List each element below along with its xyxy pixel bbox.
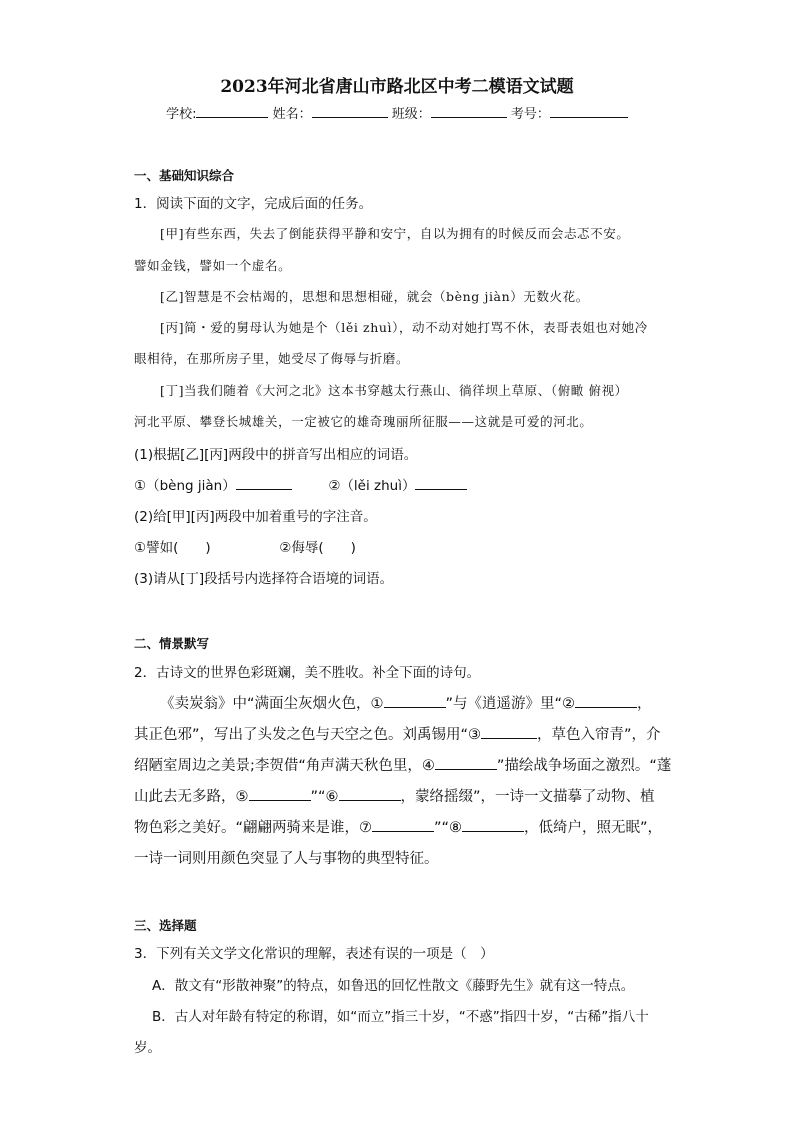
sub-question-1: (1)根据[乙][丙]两段中的拼音写出相应的词语。 — [134, 447, 418, 463]
passage-jia-line-1: [甲]有些东西，失去了倒能获得平静和安宁，自以为拥有的时候反而会忐忑不安。 — [160, 226, 630, 241]
poem-blank-1[interactable] — [384, 693, 446, 708]
answer-1a-label: ①（bèng jiàn） — [134, 478, 236, 494]
question-1-stem: 1．阅读下面的文字，完成后面的任务。 — [134, 196, 373, 212]
option-a[interactable]: A．散文有“形散神聚”的特点，如鲁迅的回忆性散文《藤野先生》就有这一特点。 — [152, 978, 635, 994]
poem-text-4c: ，蒙络摇缀”，一诗一文描摹了动物、植 — [400, 789, 655, 805]
poem-line-5 — [134, 816, 662, 837]
sub-question-1-answers — [134, 474, 467, 494]
sub-question-2-answers — [134, 536, 356, 556]
school-blank[interactable] — [196, 104, 268, 118]
poem-line-4 — [134, 785, 655, 806]
poem-text-4b: ”“⑥ — [310, 789, 339, 805]
poem-blank-8[interactable] — [462, 817, 524, 832]
poem-blank-6[interactable] — [339, 786, 401, 801]
exam-number-blank[interactable] — [550, 104, 628, 118]
answer-1b-label: ②（lěi zhuì） — [328, 478, 416, 494]
poem-text-1b: ”与《逍遥游》里“② — [445, 696, 576, 712]
poem-text-2b: ，草色入帘青”，介 — [537, 727, 661, 743]
name-blank[interactable] — [312, 104, 388, 118]
poem-blank-7[interactable] — [372, 817, 434, 832]
poem-text-3b: ”描绘战争场面之激烈。“蓬 — [496, 758, 672, 774]
passage-ding-line-1: [丁]当我们随着《大河之北》这本书穿越太行燕山、徜徉坝上草原、（俯瞰 俯视） — [160, 383, 628, 398]
answer-1a-blank[interactable] — [236, 475, 292, 490]
section-heading-3: 三、选择题 — [134, 918, 197, 933]
poem-text-1c: ， — [637, 696, 652, 712]
page-title: 2023年河北省唐山市路北区中考二模语文试题 — [220, 77, 574, 97]
passage-bing-line-1: [丙]简・爱的舅母认为她是个（lěi zhuì），动不动对她打骂不休，表哥表姐也对她冷 — [160, 320, 648, 335]
poem-blank-2[interactable] — [575, 693, 637, 708]
question-2-stem: 2．古诗文的世界色彩斑斓，美不胜收。补全下面的诗句。 — [134, 665, 481, 681]
passage-bing-line-2: 眼相待，在那所房子里，她受尽了侮辱与折磨。 — [134, 351, 410, 366]
poem-text-5a: 物色彩之美好。“翩翩两骑来是谁，⑦ — [134, 820, 373, 836]
sub-question-3: (3)请从[丁]段括号内选择符合语境的词语。 — [134, 571, 394, 587]
poem-text-4a: 山此去无多路，⑤ — [134, 789, 249, 805]
exam-number-label: 考号： — [510, 107, 550, 122]
poem-line-6: 一诗一词则用颜色突显了人与事物的典型特征。 — [134, 851, 439, 867]
section-heading-2: 二、情景默写 — [134, 636, 210, 651]
passage-ding-line-2: 河北平原、攀登长城雄关，一定被它的雄奇瑰丽所征服——这就是可爱的河北。 — [134, 414, 593, 429]
poem-line-1 — [160, 692, 652, 713]
option-b-line-1[interactable]: B．古人对年龄有特定的称谓，如“而立”指三十岁，“不惑”指四十岁，“古稀”指八十 — [152, 1009, 649, 1025]
school-label: 学校: — [166, 107, 197, 122]
sub-question-2: (2)给[甲][丙]两段中加着重号的字注音。 — [134, 509, 377, 525]
option-b-line-2: 岁。 — [134, 1040, 161, 1056]
poem-text-5c: ，低绮户，照无眠”， — [524, 820, 663, 836]
poem-text-5b: ”“⑧ — [434, 820, 463, 836]
answer-2b[interactable]: ②侮辱( ) — [279, 540, 356, 556]
poem-blank-4[interactable] — [435, 755, 497, 770]
poem-text-3a: 绍陋室周边之美景;李贺借“角声满天秋色里，④ — [134, 758, 435, 774]
student-info-line — [0, 103, 794, 122]
poem-line-3 — [134, 754, 671, 775]
name-label: 姓名： — [272, 107, 312, 122]
passage-yi: [乙]智慧是不会枯竭的，思想和思想相碰，就会（bèng jiàn）无数火花。 — [160, 289, 589, 304]
poem-text-1a: 《卖炭翁》中“满面尘灰烟火色，① — [160, 696, 384, 712]
poem-blank-5[interactable] — [249, 786, 311, 801]
answer-1b-blank[interactable] — [415, 475, 467, 490]
section-heading-1: 一、基础知识综合 — [134, 168, 235, 183]
question-3-stem: 3．下列有关文学文化常识的理解，表述有误的一项是（ ） — [134, 946, 494, 962]
answer-2a[interactable]: ①譬如( ) — [134, 540, 211, 556]
passage-jia-line-2: 譬如金钱，譬如一个虚名。 — [134, 258, 292, 273]
poem-text-2a: 其正色邪”，写出了头发之色与天空之色。刘禹锡用“③ — [134, 727, 482, 743]
poem-blank-3[interactable] — [481, 724, 537, 739]
poem-line-2 — [134, 723, 661, 744]
class-label: 班级： — [391, 107, 431, 122]
class-blank[interactable] — [431, 104, 507, 118]
